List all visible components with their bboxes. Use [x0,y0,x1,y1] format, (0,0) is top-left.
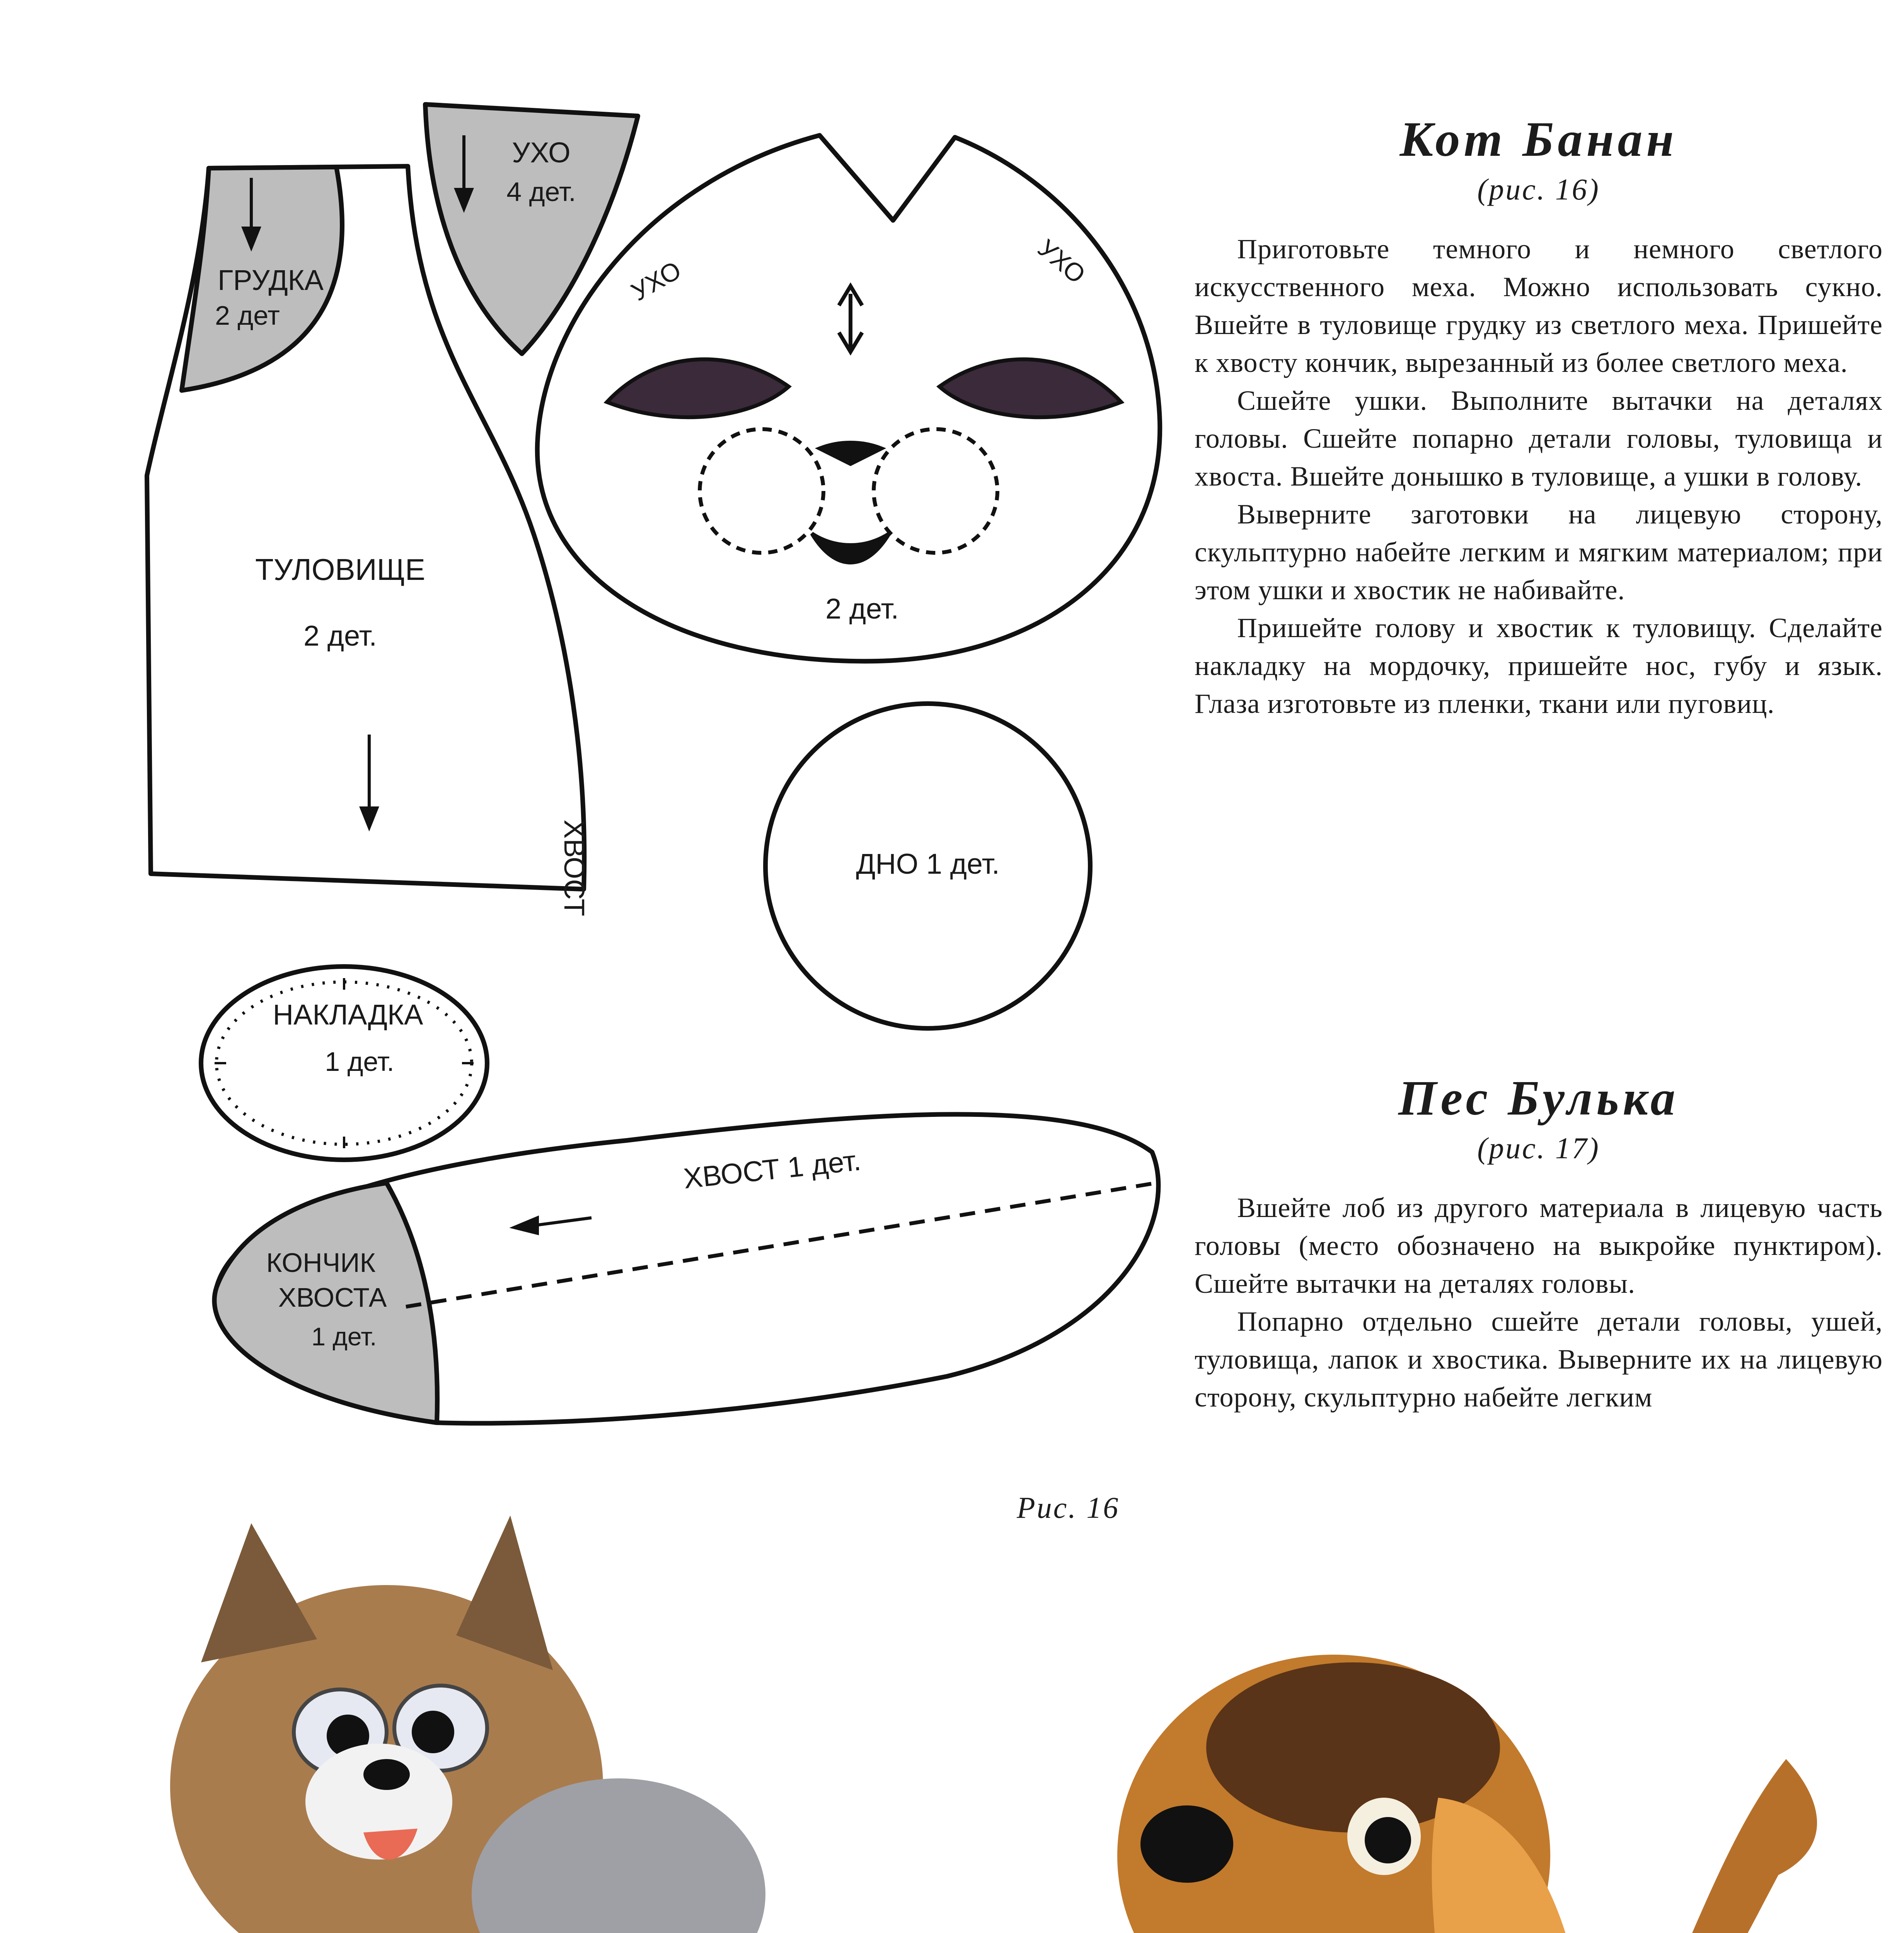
chest-label: ГРУДКА [217,264,324,296]
cat-toy-image [155,1515,765,1933]
head-count: 2 дет. [825,593,899,625]
paragraph: Пришейте голову и хвостик к туловищу. Сделайте накладку на мордочку, пришейте нос, губу и язык. Глаза изготовьте из пленки, ткани или пуговиц. [1195,612,1883,719]
sewing-pattern [0,0,1179,1508]
dog-toy-image [1113,1655,1817,1933]
head-ear-left: УХО [626,255,686,307]
article-dog-title: Пес Булька [1398,1070,1679,1125]
tail-tip-line1: КОНЧИК [266,1248,376,1278]
chest-count: 2 дет [215,300,280,331]
body-tail-mark: ХВОСТ [558,820,590,917]
article-cat-figure-ref: (рис. 16) [1477,172,1600,206]
tail-label: ХВОСТ 1 дет. [682,1144,863,1195]
article-cat-body [1195,230,1883,723]
article-cat [1195,112,1883,723]
figure-caption: Рис. 16 [1017,1491,1120,1524]
article-dog-figure-ref: (рис. 17) [1477,1131,1600,1165]
toy-illustration [0,1508,1904,1933]
paragraph: Попарно отдельно сшейте детали головы, ушей, туловища, лапок и хвостика. Выверните их на лицевую сторону, скульптурно набейте легким [1195,1306,1883,1413]
ear-label: УХО [512,136,571,169]
article-dog [1195,1071,1883,1416]
paragraph: Приготовьте темного и немного светлого искусственного меха. Можно использовать сукно. Вшейте в туловище грудку из светлого меха. Пришейте к хвосту кончик, вырезанный из более светлого меха. [1195,233,1883,378]
body-label: ТУЛОВИЩЕ [255,552,425,586]
head-ear-right: УХО [1033,234,1091,289]
body-count: 2 дет. [303,620,377,652]
bottom-label: ДНО 1 дет. [856,848,1000,880]
patch-count: 1 дет. [325,1047,394,1077]
paragraph: Вшейте лоб из другого материала в лицевую часть головы (место обозначено на выкройке пунктиром). Сшейте вытачки на деталях головы. [1195,1192,1883,1299]
tail-tip-line2: ХВОСТА [278,1282,387,1313]
paragraph: Выверните заготовки на лицевую сторону, скульптурно набейте легким и мягким материалом; при этом ушки и хвостик не набивайте. [1195,498,1883,605]
paragraph: Сшейте ушки. Выполните вытачки на деталях головы. Сшейте попарно детали головы, туловища и хвоста. Вшейте донышко в туловище, а ушки в голову. [1195,385,1883,492]
article-cat-title: Кот Банан [1399,112,1678,167]
ear-count: 4 дет. [506,177,576,207]
tail-tip-count: 1 дет. [311,1322,377,1351]
article-dog-body [1195,1189,1883,1416]
patch-label: НАКЛАДКА [273,999,423,1031]
